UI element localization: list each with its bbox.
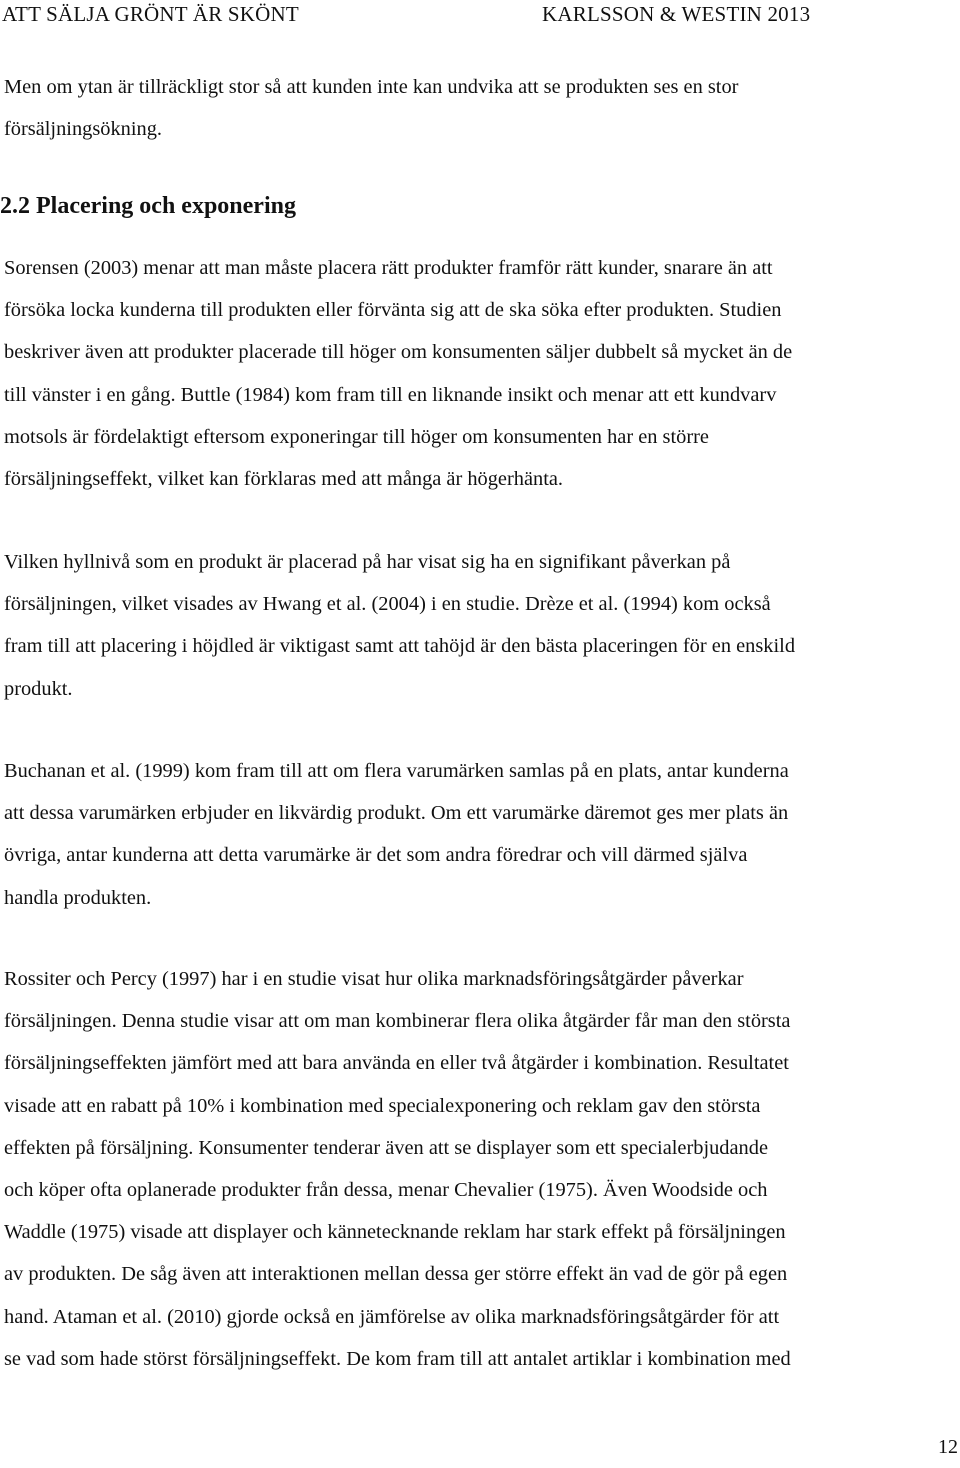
text-line: Men om ytan är tillräckligt stor så att kunden inte kan undvika att se produkten ses en stor (4, 76, 739, 98)
text-line: Buchanan et al. (1999) kom fram till att om flera varumärken samlas på en plats, antar kunderna (4, 760, 789, 782)
text-line: produkt. (4, 677, 73, 700)
text-line: försäljningen, vilket visades av Hwang et al. (2004) i en studie. Drèze et al. (1994) kom också (4, 593, 771, 616)
text-line: Sorensen (2003) menar att man måste placera rätt produkter framför rätt kunder, snarare än att (4, 257, 773, 279)
intro-paragraph (4, 66, 960, 150)
running-header-authors: KARLSSON & WESTIN 2013 (542, 2, 811, 26)
text-line: och köper ofta oplanerade produkter från dessa, menar Chevalier (1975). Även Woodside och (4, 1179, 768, 1202)
text-line: av produkten. De såg även att interaktionen mellan dessa ger större effekt än vad de gör på egen (4, 1263, 788, 1286)
running-header-title: ATT SÄLJA GRÖNT ÄR SKÖNT (2, 2, 299, 26)
text-line: handla produkten. (4, 886, 152, 909)
page-number: 12 (938, 1436, 958, 1458)
section-heading: 2.2 Placering och exponering (0, 193, 296, 219)
paragraph-brands (4, 750, 960, 919)
text-line: försäljningen. Denna studie visar att om man kombinerar flera olika åtgärder får man den största (4, 1010, 791, 1033)
paragraph-marketing-measures (4, 958, 960, 1380)
text-line: beskriver även att produkter placerade till höger om konsumenten säljer dubbelt så mycket än de (4, 341, 793, 364)
text-line: försöka locka kunderna till produkten eller förvänta sig att de ska söka efter produkten. Studien (4, 299, 782, 322)
text-line: fram till att placering i höjdled är viktigast samt att tahöjd är den bästa placeringen för en enskild (4, 635, 796, 658)
paragraph-shelf-level (4, 541, 960, 710)
text-line: att dessa varumärken erbjuder en likvärdig produkt. Om ett varumärke däremot ges mer plats än (4, 802, 789, 825)
paragraph-placement (4, 247, 960, 500)
text-line: Vilken hyllnivå som en produkt är placerad på har visat sig ha en signifikant påverkan på (4, 551, 731, 573)
text-line: försäljningseffekten jämfört med att bara använda en eller två åtgärder i kombination. Resultatet (4, 1052, 789, 1075)
text-line: motsols är fördelaktigt eftersom exponeringar till höger om konsumenten har en större (4, 425, 709, 448)
text-line: Rossiter och Percy (1997) har i en studie visat hur olika marknadsföringsåtgärder påverkar (4, 968, 744, 990)
text-line: se vad som hade störst försäljningseffekt. De kom fram till att antalet artiklar i kombination med (4, 1347, 791, 1370)
text-line: försäljningsökning. (4, 118, 163, 141)
text-line: hand. Ataman et al. (2010) gjorde också en jämförelse av olika marknadsföringsåtgärder för att (4, 1305, 780, 1328)
text-line: Waddle (1975) visade att displayer och kännetecknande reklam har stark effekt på försäljningen (4, 1221, 786, 1244)
text-line: försäljningseffekt, vilket kan förklaras med att många är högerhänta. (4, 468, 564, 491)
text-line: övriga, antar kunderna att detta varumärke är det som andra föredrar och vill därmed själva (4, 844, 748, 867)
text-line: till vänster i en gång. Buttle (1984) kom fram till en liknande insikt och menar att ett kundvarv (4, 383, 777, 406)
text-line: effekten på försäljning. Konsumenter tenderar även att se displayer som ett specialerbjudande (4, 1136, 768, 1159)
text-line: visade att en rabatt på 10% i kombination med specialexponering och reklam gav den största (4, 1094, 761, 1117)
